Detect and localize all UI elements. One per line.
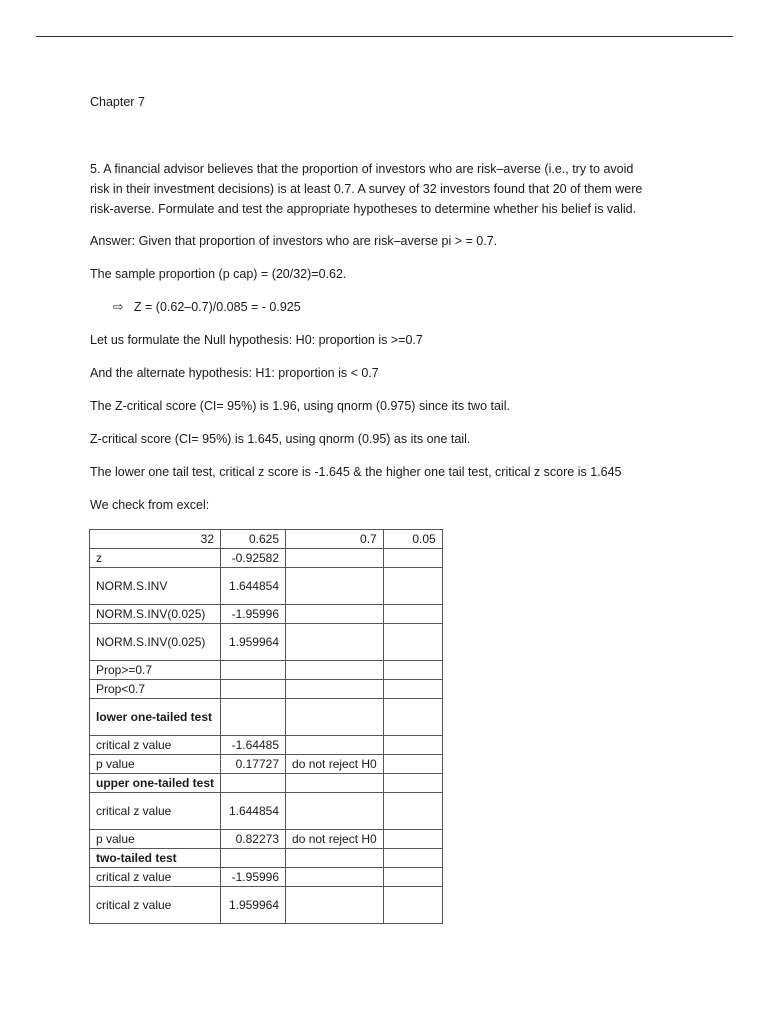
- table-cell: critical z value: [90, 793, 221, 830]
- table-row: [90, 736, 443, 755]
- table-row: [90, 830, 443, 849]
- table-cell: [286, 736, 384, 755]
- table-cell: critical z value: [90, 887, 221, 924]
- table-cell: [286, 887, 384, 924]
- table-cell: [383, 568, 442, 605]
- table-cell: [286, 699, 384, 736]
- table-row: [90, 680, 443, 699]
- table-section-row: [90, 699, 443, 736]
- table-cell: [383, 887, 442, 924]
- table-cell: [286, 774, 384, 793]
- table-cell: 32: [90, 530, 221, 549]
- table-cell: p value: [90, 755, 221, 774]
- table-cell: [383, 755, 442, 774]
- table-cell: upper one-tailed test: [90, 774, 221, 793]
- header-rule: [36, 36, 733, 37]
- table-cell: p value: [90, 830, 221, 849]
- table-cell: lower one-tailed test: [90, 699, 221, 736]
- table-cell: [221, 680, 286, 699]
- table-cell: [221, 699, 286, 736]
- z-critical-two-tail: The Z-critical score (CI= 95%) is 1.96, using qnorm (0.975) since its two tail.: [90, 399, 510, 413]
- table-cell: -1.95996: [221, 605, 286, 624]
- table-cell: NORM.S.INV: [90, 568, 221, 605]
- table-cell: NORM.S.INV(0.025): [90, 605, 221, 624]
- alt-hypothesis: And the alternate hypothesis: H1: proportion is < 0.7: [90, 366, 379, 380]
- table-cell: [383, 605, 442, 624]
- table-cell: [383, 830, 442, 849]
- z-formula-line: [113, 297, 301, 317]
- table-cell: [221, 661, 286, 680]
- excel-table: [89, 529, 443, 924]
- table-cell: 0.7: [286, 530, 384, 549]
- z-critical-one-tail: Z-critical score (CI= 95%) is 1.645, using qnorm (0.95) as its one tail.: [90, 432, 471, 446]
- table-cell: Prop>=0.7: [90, 661, 221, 680]
- table-cell: [383, 868, 442, 887]
- table-cell: critical z value: [90, 868, 221, 887]
- table-cell: -1.95996: [221, 868, 286, 887]
- table-cell: [221, 849, 286, 868]
- excel-check-label: We check from excel:: [90, 498, 210, 512]
- table-row: [90, 661, 443, 680]
- table-row: [90, 755, 443, 774]
- table-row: [90, 793, 443, 830]
- table-cell: [383, 736, 442, 755]
- table-cell: [286, 661, 384, 680]
- table-cell: -0.92582: [221, 549, 286, 568]
- table-cell: 1.644854: [221, 793, 286, 830]
- table-row: [90, 868, 443, 887]
- table-row: [90, 605, 443, 624]
- null-hypothesis: Let us formulate the Null hypothesis: H0: proportion is >=0.7: [90, 333, 423, 347]
- table-cell: [383, 661, 442, 680]
- table-cell: Prop<0.7: [90, 680, 221, 699]
- table-cell: [383, 699, 442, 736]
- table-cell: 0.17727: [221, 755, 286, 774]
- table-cell: NORM.S.INV(0.025): [90, 624, 221, 661]
- table-cell: 1.959964: [221, 887, 286, 924]
- arrow-icon: ⇨: [113, 300, 124, 314]
- answer-intro: Answer: Given that proportion of investors who are risk–averse pi > = 0.7.: [90, 234, 498, 248]
- table-cell: [286, 868, 384, 887]
- table-cell: [383, 549, 442, 568]
- chapter-heading: Chapter 7: [90, 95, 145, 109]
- question-text: 5. A financial advisor believes that the proportion of investors who are risk–averse (i.e., try to avoid risk in their investment decisions) is at least 0.7. A survey of 32 investors found that 20 of them were risk-averse. Formulate and test the appropriate hypotheses to determine whether his belief is valid.: [90, 162, 643, 216]
- table-row: [90, 887, 443, 924]
- table-cell: do not reject H0: [286, 755, 384, 774]
- table-cell: [221, 774, 286, 793]
- table-row: [90, 624, 443, 661]
- table-cell: [383, 774, 442, 793]
- table-cell: z: [90, 549, 221, 568]
- table-cell: 0.05: [383, 530, 442, 549]
- table-cell: [286, 549, 384, 568]
- table-section-row: [90, 849, 443, 868]
- table-cell: [286, 568, 384, 605]
- table-cell: [383, 793, 442, 830]
- z-formula: Z = (0.62–0.7)/0.085 = - 0.925: [133, 300, 301, 314]
- table-cell: [286, 624, 384, 661]
- table-cell: critical z value: [90, 736, 221, 755]
- table-cell: [383, 849, 442, 868]
- table-cell: do not reject H0: [286, 830, 384, 849]
- table-cell: 0.82273: [221, 830, 286, 849]
- table-cell: [286, 605, 384, 624]
- sample-proportion: The sample proportion (p cap) = (20/32)=0.62.: [90, 267, 347, 281]
- table-cell: 1.644854: [221, 568, 286, 605]
- table-cell: -1.64485: [221, 736, 286, 755]
- table-cell: [286, 793, 384, 830]
- table-cell: [383, 624, 442, 661]
- table-row: [90, 568, 443, 605]
- table-cell: 1.959964: [221, 624, 286, 661]
- table-cell: [383, 680, 442, 699]
- tail-tests-summary: The lower one tail test, critical z score is -1.645 & the higher one tail test, critical z score is 1.645: [90, 465, 622, 479]
- table-section-row: [90, 774, 443, 793]
- table-cell: [286, 849, 384, 868]
- table-cell: two-tailed test: [90, 849, 221, 868]
- table-cell: [286, 680, 384, 699]
- table-row: [90, 549, 443, 568]
- table-header-row: [90, 530, 443, 549]
- table-cell: 0.625: [221, 530, 286, 549]
